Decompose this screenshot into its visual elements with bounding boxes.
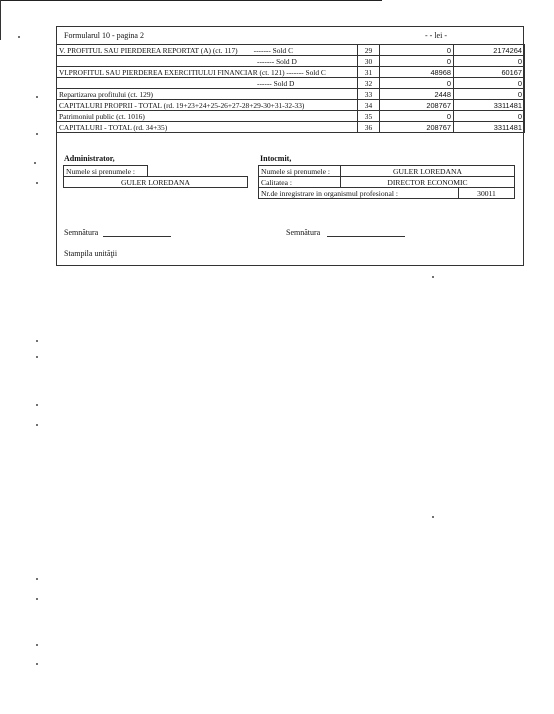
table-row [57, 45, 525, 56]
intocmit-signature-label: Semnătura [286, 228, 321, 237]
financial-table [56, 44, 525, 133]
row-code: 33 [358, 89, 380, 100]
row-label [57, 56, 358, 67]
row-code: 31 [358, 67, 380, 78]
row-value-current: 0 [454, 56, 525, 67]
row-label: Patrimoniul public (ct. 1016) [57, 111, 358, 122]
row-label [57, 45, 358, 56]
row-value-previous: 0 [380, 56, 454, 67]
scan-speck [18, 36, 20, 38]
scan-speck [36, 424, 38, 426]
scan-speck [432, 276, 434, 278]
currency-unit: - - lei - [425, 31, 447, 40]
intocmit-name-value: GULER LOREDANA [341, 166, 515, 177]
scan-speck [36, 663, 38, 665]
table-row [57, 100, 525, 111]
scan-speck [36, 96, 38, 98]
row-label-text: V. PROFITUL SAU PIERDEREA REPORTAT (A) (ct. 117) [59, 45, 238, 55]
left-edge-mark [0, 0, 1, 40]
top-rule [0, 0, 382, 1]
row-value-current: 60167 [454, 67, 525, 78]
row-value-current: 2174264 [454, 45, 525, 56]
row-value-current: 0 [454, 111, 525, 122]
row-value-current: 0 [454, 89, 525, 100]
administrator-title: Administrator, [64, 154, 115, 163]
intocmit-name-label: Numele si prenumele : [259, 166, 341, 177]
row-value-previous: 48968 [380, 67, 454, 78]
table-row [57, 56, 525, 67]
row-sublabel: ------ Sold D [257, 78, 295, 88]
scan-speck [36, 133, 38, 135]
row-value-current: 0 [454, 78, 525, 89]
calitatea-label: Calitatea : [259, 177, 341, 188]
row-value-previous: 208767 [380, 100, 454, 111]
table-row [57, 78, 525, 89]
intocmit-box [258, 165, 515, 199]
admin-signature-line [103, 236, 171, 237]
row-code: 30 [358, 56, 380, 67]
table-row [57, 122, 525, 133]
row-label: Repartizarea profitului (ct. 129) [57, 89, 358, 100]
administrator-box [63, 165, 248, 188]
row-code: 29 [358, 45, 380, 56]
scan-speck [36, 598, 38, 600]
scan-speck [34, 162, 36, 164]
row-value-previous: 208767 [380, 122, 454, 133]
row-code: 34 [358, 100, 380, 111]
row-value-previous: 0 [380, 45, 454, 56]
registration-value: 30011 [458, 188, 514, 199]
table-row [57, 89, 525, 100]
row-label: VI.PROFITUL SAU PIERDEREA EXERCITIULUI FINANCIAR (ct. 121) ------- Sold C [57, 67, 358, 78]
row-code: 32 [358, 78, 380, 89]
scan-speck [36, 644, 38, 646]
row-code: 36 [358, 122, 380, 133]
row-label [57, 78, 358, 89]
calitatea-value: DIRECTOR ECONOMIC [341, 177, 515, 188]
scan-speck [36, 182, 38, 184]
administrator-name-label: Numele si prenumele : [64, 166, 148, 177]
row-value-previous: 0 [380, 111, 454, 122]
scan-speck [36, 578, 38, 580]
scan-speck [36, 356, 38, 358]
row-code: 35 [358, 111, 380, 122]
row-value-current: 3311481 [454, 122, 525, 133]
table-row [57, 111, 525, 122]
scan-speck [36, 404, 38, 406]
page-label: Formularul 10 - pagina 2 [64, 31, 144, 40]
administrator-name-value: GULER LOREDANA [64, 177, 248, 188]
row-value-previous: 2448 [380, 89, 454, 100]
table-row [57, 67, 525, 78]
row-label: CAPITALURI - TOTAL (rd. 34+35) [57, 122, 358, 133]
row-sublabel: ------- Sold D [257, 56, 297, 66]
intocmit-signature-line [327, 236, 405, 237]
scan-speck [432, 516, 434, 518]
administrator-name-empty [148, 166, 248, 177]
row-value-previous: 0 [380, 78, 454, 89]
row-sublabel: ------- Sold C [253, 45, 294, 55]
intocmit-title: Intocmit, [260, 154, 292, 163]
stamp-label: Stampila unităţii [64, 249, 118, 258]
scan-speck [36, 340, 38, 342]
admin-signature-label: Semnătura [64, 228, 99, 237]
row-value-current: 3311481 [454, 100, 525, 111]
row-label: CAPITALURI PROPRII - TOTAL (rd. 19+23+24+25-26+27-28+29-30+31-32-33) [57, 100, 358, 111]
registration-label: Nr.de inregistrare in organismul profesional : [259, 188, 459, 199]
